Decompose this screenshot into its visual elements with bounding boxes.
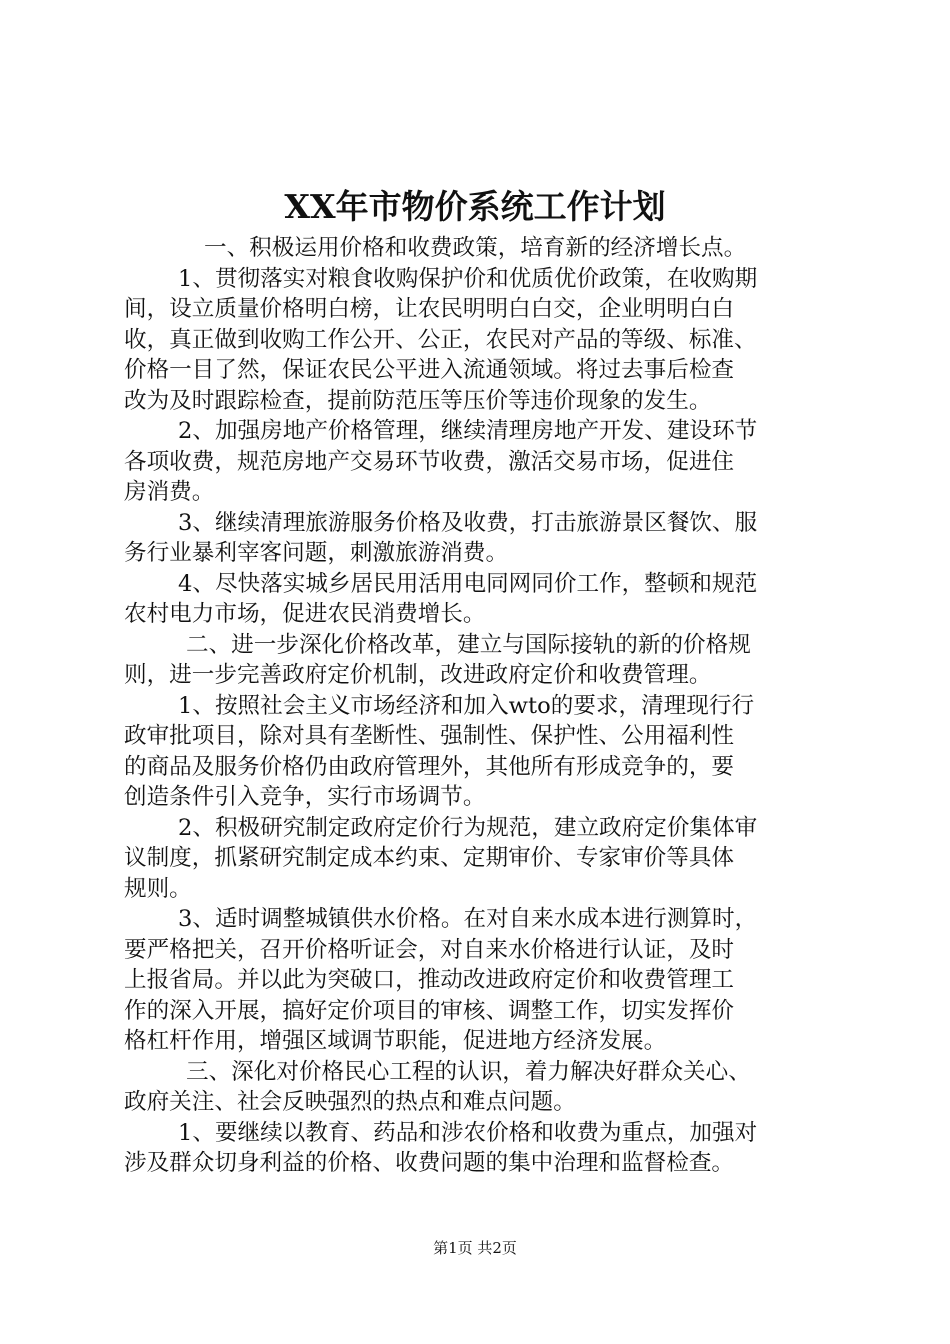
text-line: 农村电力市场，促进农民消费增长。 [124, 601, 486, 627]
text-line: 创造条件引入竞争，实行市场调节。 [124, 784, 486, 810]
text-line: 要严格把关，召开价格听证会，对自来水价格进行认证，及时 [124, 937, 735, 963]
text-line: 3、适时调整城镇供水价格。在对自来水成本进行测算时， [178, 906, 758, 932]
text-line: 1、按照社会主义市场经济和加入wto的要求，清理现行行 [178, 693, 755, 719]
text-line: 政府关注、社会反映强烈的热点和难点问题。 [124, 1089, 576, 1115]
text-line: 二、进一步深化价格改革，建立与国际接轨的新的价格规 [186, 632, 751, 658]
text-line: 规则。 [124, 876, 192, 902]
text-line: 上报省局。并以此为突破口，推动改进政府定价和收费管理工 [124, 967, 735, 993]
text-line: 间，设立质量价格明白榜，让农民明明白白交，企业明明白白 [124, 296, 735, 322]
text-line: 改为及时跟踪检查，提前防范压等压价等违价现象的发生。 [124, 388, 712, 414]
text-line: 4、尽快落实城乡居民用活用电同网同价工作，整顿和规范 [178, 571, 758, 597]
text-line: 1、要继续以教育、药品和涉农价格和收费为重点，加强对 [178, 1120, 758, 1146]
text-line: 的商品及服务价格仍由政府管理外，其他所有形成竞争的，要 [124, 754, 735, 780]
document-title: XX年市物价系统工作计划 [284, 187, 666, 226]
text-line: 则，进一步完善政府定价机制，改进政府定价和收费管理。 [124, 662, 712, 688]
text-line: 价格一目了然，保证农民公平进入流通领域。将过去事后检查 [124, 357, 735, 383]
text-line: 收，真正做到收购工作公开、公正，农民对产品的等级、标准、 [124, 327, 757, 353]
text-line: 一、积极运用价格和收费政策，培育新的经济增长点。 [204, 235, 747, 261]
text-line: 房消费。 [124, 479, 215, 505]
text-line: 三、深化对价格民心工程的认识，着力解决好群众关心、 [186, 1059, 751, 1085]
text-line: 1、贯彻落实对粮食收购保护价和优质优价政策，在收购期 [178, 266, 758, 292]
text-line: 各项收费，规范房地产交易环节收费，激活交易市场，促进住 [124, 449, 735, 475]
text-line: 3、继续清理旅游服务价格及收费，打击旅游景区餐饮、服 [178, 510, 758, 536]
text-line: 政审批项目，除对具有垄断性、强制性、保护性、公用福利性 [124, 723, 735, 749]
text-line: 格杠杆作用，增强区域调节职能，促进地方经济发展。 [124, 1028, 667, 1054]
page-number-footer: 第1页 共2页 [433, 1239, 517, 1257]
text-line: 2、加强房地产价格管理，继续清理房地产开发、建设环节 [178, 418, 758, 444]
text-line: 议制度，抓紧研究制定成本约束、定期审价、专家审价等具体 [124, 845, 735, 871]
text-line: 涉及群众切身利益的价格、收费问题的集中治理和监督检查。 [124, 1150, 735, 1176]
text-line: 2、积极研究制定政府定价行为规范，建立政府定价集体审 [178, 815, 758, 841]
text-line: 务行业暴利宰客问题，刺激旅游消费。 [124, 540, 509, 566]
text-line: 作的深入开展，搞好定价项目的审核、调整工作，切实发挥价 [124, 998, 735, 1024]
